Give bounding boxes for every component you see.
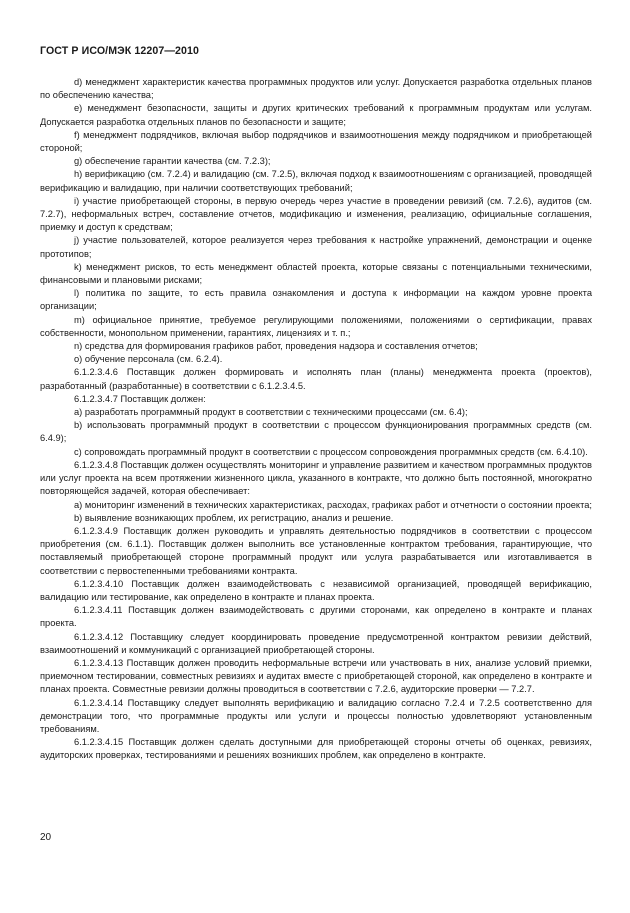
list-item-c: c) сопровождать программный продукт в соответствии с процессом сопровождения программных средств (см. 6.4.10). (74, 446, 588, 457)
list-item-b: b) использовать программный продукт в соответствии с процессом функционирования программных средств (см. 6.4.9); (40, 420, 592, 444)
clause-6-1-2-3-4-12: 6.1.2.3.4.12 Поставщику следует координировать проведение предусмотренной контрактом ревизии действий, взаимоотношений и коммуникаций с организацией приобретающей стороны. (40, 631, 592, 655)
list-item-a: a) разработать программный продукт в соответствии с техническими процессами (см. 6.4); (74, 407, 468, 418)
list-item-i: i) участие приобретающей стороны, в первую очередь через участие в проведении ревизий (см. 7.2.6), аудитов (см. 7.2.7), неформальных встреч, составление отчетов, модификацию и изменения, реализацию, официальные соглашения, приемку и доступ к средствам; (40, 195, 592, 233)
list-item-f: f) менеджмент подрядчиков, включая выбор подрядчиков и взаимоотношения между подрядчиком и приобретающей стороной; (40, 129, 592, 154)
list-item-k: k) менеджмент рисков, то есть менеджмент областей проекта, которые связаны с потенциальными техническими, финансовыми и плановыми рисками; (40, 261, 592, 286)
list-item-a: a) мониторинг изменений в технических характеристиках, расходах, графиках работ и отчетности о состоянии проекта; (74, 499, 592, 510)
list-item-n: n) средства для формирования графиков работ, проведения надзора и составления отчетов; (74, 341, 478, 352)
clause-6-1-2-3-4-11: 6.1.2.3.4.11 Поставщик должен взаимодействовать с другими сторонами, как определено в контракте и планах проекта. (40, 605, 592, 629)
clause-6-1-2-3-4-14: 6.1.2.3.4.14 Поставщику следует выполнять верификацию и валидацию согласно 7.2.4 и 7.2.5 соответственно для демонстрации того, что программные продукты или услуги и процессы полностью удовлетворяют установленным требованиям. (40, 697, 592, 734)
list-item-l: l) политика по защите, то есть правила ознакомления и доступа к информации на каждом уровне проекта организации; (40, 288, 592, 312)
clause-6-1-2-3-4-13: 6.1.2.3.4.13 Поставщик должен проводить неформальные встречи или участвовать в них, анализе условий приемки, приемочном тестировании, совместных ревизиях и аудитах вместе с приобретающей стороной, как определено в контракте и планах проекта. Совместные ревизии должны проводиться в соответствии с 7.2.6, аудиторские проверки — 7.2.7. (40, 657, 592, 695)
page-number: 20 (40, 832, 52, 843)
clause-6-1-2-3-4-6: 6.1.2.3.4.6 Поставщик должен формировать и исполнять план (планы) менеджмента проекта (проектов), разработанный (разработанные) в соответствии с 6.1.2.3.4.5. (40, 367, 592, 391)
document-header: ГОСТ Р ИСО/МЭК 12207—2010 (40, 45, 199, 57)
clause-6-1-2-3-4-7: 6.1.2.3.4.7 Поставщик должен: (74, 393, 206, 404)
list-item-g: g) обеспечение гарантии качества (см. 7.2.3); (74, 156, 271, 167)
list-item-e: e) менеджмент безопасности, защиты и других критических требований к программным продуктам или услугам. Допускается разработка отдельных планов по безопасности и защите; (40, 103, 592, 127)
clause-6-1-2-3-4-8: 6.1.2.3.4.8 Поставщик должен осуществлять мониторинг и управление развитием и качеством программных продуктов или услуг проекта на всем протяжении жизненного цикла, указанного в контракте, что должно быть постоянной, многократно повторяющейся задачей, которая обеспечивает: (40, 459, 592, 497)
clause-6-1-2-3-4-15: 6.1.2.3.4.15 Поставщик должен сделать доступными для приобретающей стороны отчеты об оценках, ревизиях, аудиторских проверках, тестированиями и решениях возникших проблем, как определено в контракте. (40, 737, 592, 761)
document-body (40, 76, 592, 763)
list-item-j: j) участие пользователей, которое реализуется через требования к настройке упражнений, демонстрации и оценке прототипов; (40, 235, 592, 259)
list-item-o: o) обучение персонала (см. 6.2.4). (74, 354, 223, 365)
clause-6-1-2-3-4-9: 6.1.2.3.4.9 Поставщик должен руководить и управлять деятельностью подрядчиков в соответствии с процессом приобретения (см. 6.1.1). Поставщик должен выполнить все установленные контрактом требования, гарантирующие, что поставляемый приобретающей стороне программный продукт или услуга разрабатывается или изготавливается в соответствии с первостепенными требованиями контракта. (40, 525, 592, 576)
list-item-h: h) верификацию (см. 7.2.4) и валидацию (см. 7.2.5), включая подход к взаимоотношениям с организацией, проводящей верификацию и валидацию, при наличии соответствующих требований; (40, 169, 592, 193)
list-item-b: b) выявление возникающих проблем, их регистрацию, анализ и решение. (74, 512, 394, 523)
list-item-d: d) менеджмент характеристик качества программных продуктов или услуг. Допускается разработка отдельных планов по обеспечению качества; (40, 77, 592, 101)
clause-6-1-2-3-4-10: 6.1.2.3.4.10 Поставщик должен взаимодействовать с независимой организацией, проводящей верификацию, валидацию или тестирование, как определено в контракте и планах проекта. (40, 578, 592, 602)
list-item-m: m) официальное принятие, требуемое регулирующими положениями, положениями о сертификации, правах собственности, монопольном применении, гарантиях, лицензиях и т. п.; (40, 314, 592, 338)
